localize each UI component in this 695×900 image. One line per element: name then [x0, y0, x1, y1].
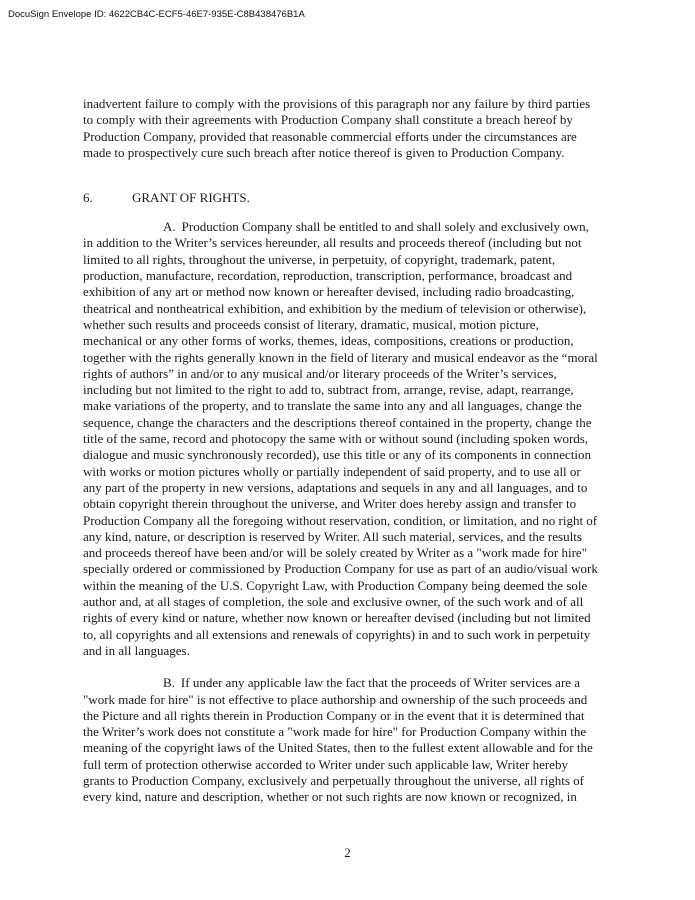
section-title: GRANT OF RIGHTS. [132, 190, 250, 206]
intro-paragraph: inadvertent failure to comply with the provisions of this paragraph nor any failure by third parties to comply with their agreements with Production Company shall constitute a breach hereof by Production Company, provided that reasonable commercial efforts under the circumstances are made to prospectively cure such breach after notice thereof is given to Production Company. [83, 96, 591, 160]
document-body [83, 96, 598, 806]
section-number: 6. [83, 190, 93, 206]
page-number: 2 [344, 846, 351, 860]
subsection-a-text: Production Company shall be entitled to and shall solely and exclusively own, in addition to the Writer’s services hereunder, all results and proceeds thereof (including but not limited to all rights, throughout the universe, in perpetuity, of copyright, trademark, patent, production, manufacture, recordation, reproduction, transcription, performance, broadcast and exhibition of any art or method now known or hereafter devised, including radio broadcasting, theatrical and nontheatrical exhibition, and exhibition by the medium of television or otherwise), whether such results and proceeds consist of literary, dramatic, musical, motion picture, mechanical or any other forms of works, themes, ideas, compositions, creations or production, together with the rights generally known in the field of literary and musical endeavor as the “moral rights of authors” in and/or to any musical and/or literary proceeds of the Writer’s services, including but not limited to the right to add to, subtract from, arrange, revise, adapt, rearrange, make variations of the property, and to translate the same into any and all languages, change the sequence, change the characters and the descriptions thereof contained in the property, change the title of the same, record and photocopy the same with or without sound (including spoken words, dialogue and music synchronously recorded), use this title or any of its components in connection with works or motion pictures wholly or partially independent of said property, and to use all or any part of the property in new versions, adaptations and sequels in any and all languages, and to obtain copyright therein throughout the universe, and Writer does hereby assign and transfer to Production Company all the foregoing without reservation, condition, or limitation, and no right of any kind, nature, or description is reserved by Writer. All such material, services, and the results and proceeds thereof have been and/or will be solely created by Writer as a "work made for hire" specially ordered or commissioned by Production Company for use as part of an audio/visual work within the meaning of the U.S. Copyright Law, with Production Company being deemed the sole author and, at all stages of completion, the sole and exclusive owner, of the such work and of all rights of every kind or nature, whether now known or hereafter devised (including but not limited to, all copyrights and all extensions and renewals of copyrights) in and to such work in perpetuity and in all languages. [83, 219, 598, 658]
subsection-b-paragraph [83, 675, 598, 805]
subsection-a-label: A. [163, 219, 176, 235]
subsection-b-text: If under any applicable law the fact that the proceeds of Writer services are a "work made for hire" is not effective to place authorship and ownership of the such proceeds and the Picture and all rights therein in Production Company or in the event that it is determined that the Writer’s work does not constitute a "work made for hire" for Production Company within the meaning of the copyright laws of the United States, then to the fullest extent allowable and for the full term of protection otherwise accorded to Writer under such applicable law, Writer hereby grants to Production Company, exclusively and perpetually throughout the universe, all rights of every kind, nature and description, whether or not such rights are now known or recognized, in [83, 675, 593, 805]
subsection-b-label: B. [163, 675, 175, 691]
section-heading [83, 190, 598, 206]
subsection-a-paragraph [83, 219, 598, 659]
docusign-envelope-id: DocuSign Envelope ID: 4622CB4C-ECF5-46E7-935E-C8B438476B1A [8, 9, 305, 20]
